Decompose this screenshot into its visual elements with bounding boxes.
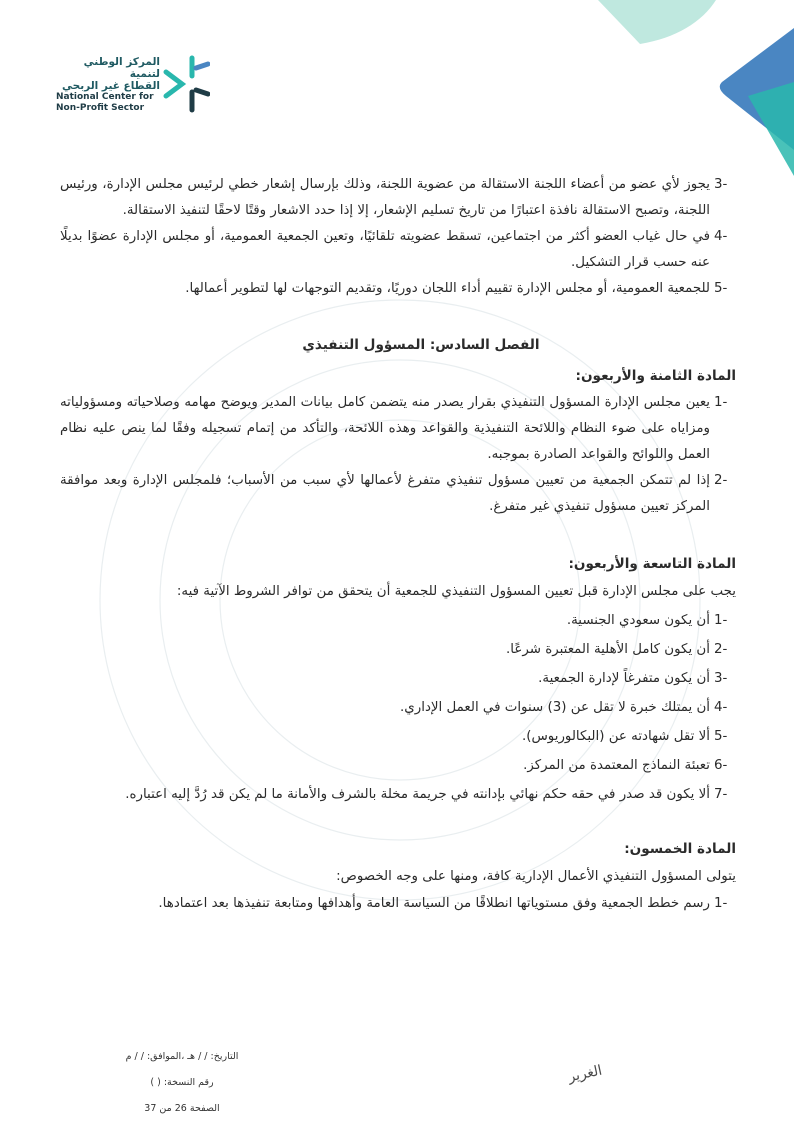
ncnp-logo: [56, 48, 216, 118]
chapter-title: الفصل السادس: المسؤول التنفيذي: [302, 337, 540, 353]
spacer: [60, 520, 736, 550]
list-item: [60, 468, 736, 520]
item-text: يجوز لأي عضو من أعضاء اللجنة الاستقالة من عضوية اللجنة، وذلك بإرسال إشعار خطي لرئيس مجلس الإدارة، ورئيس اللجنة، وتصبح الاستقالة نافذة اعتبارًا من تاريخ تسليم الإشعار، إلا إذا حدد الاشعار وقتًا لاحقًا لتنفيذ الاستقالة.: [60, 177, 710, 218]
list-item: [60, 722, 736, 751]
list-item: [60, 780, 736, 809]
item-text: يعين مجلس الإدارة المسؤول التنفيذي بقرار يصدر منه يتضمن كامل بيانات المدير ويوضح مهامه وصلاحياته ومسؤولياته ومزاياه على ضوء النظام واللائحة التنفيذية والقواعد وهذه اللائحة، والتأكد من إتمام تسجيله وفقًا لما ينص عليه نظام العمل واللوائح والقواعد الصادرة بموجبه.: [60, 395, 710, 462]
article-50-title: المادة الخمسون:: [624, 841, 736, 857]
item-text: رسم خطط الجمعية وفق مستوياتها انطلاقًا من السياسة العامة وأهدافها ومتابعة تنفيذها بعد اعتمادها.: [158, 896, 710, 911]
item-number: 2-: [714, 473, 728, 488]
page-number: الصفحة 26 من 37: [144, 1103, 220, 1114]
document-footer: [72, 1044, 292, 1122]
logo-text: [56, 56, 160, 114]
item-number: 7-: [714, 787, 728, 802]
item-number: 3-: [714, 177, 728, 192]
item-text: في حال غياب العضو أكثر من اجتماعين، تسقط عضويته تلقائيًا، وتعين الجمعية العمومية، أو مجلس الإدارة عضوًا بديلًا عنه حسب قرار التشكيل.: [60, 229, 710, 270]
article-49-title: المادة التاسعة والأربعون:: [568, 556, 736, 572]
item-text: للجمعية العمومية، أو مجلس الإدارة تقييم أداء اللجان دوريًا، وتقديم التوجهات لها لتطوير أعمالها.: [185, 281, 710, 296]
item-number: 5-: [714, 281, 728, 296]
item-text: ألا تقل شهادته عن (البكالوريوس).: [521, 729, 710, 744]
version-line: رقم النسخة: ( ): [150, 1077, 214, 1088]
item-text: ألا يكون قد صدر في حقه حكم نهائي بإدانته في جريمة مخلة بالشرف والأمانة ما لم يكن قد رُدَّ إليه اعتباره.: [125, 787, 710, 802]
list-item: [60, 276, 736, 302]
item-number: 2-: [714, 642, 728, 657]
mint-corner-shape: [598, 0, 716, 44]
spacer: [60, 302, 736, 332]
list-item: [60, 224, 736, 276]
item-text: أن يكون سعودي الجنسية.: [566, 613, 710, 628]
list-item: [60, 693, 736, 722]
item-text: أن يكون متفرغاً لإدارة الجمعية.: [538, 671, 710, 686]
criteria-list: [60, 606, 736, 809]
list-item: [60, 606, 736, 635]
item-text: أن يمتلك خبرة لا تقل عن (3) سنوات في العمل الإداري.: [400, 700, 710, 715]
logo-name-ar-2: القطاع غير الربحي: [62, 80, 160, 92]
item-number: 1-: [714, 395, 728, 410]
spacer: [60, 809, 736, 835]
logo-mark-icon: [162, 50, 210, 116]
article-48-title: المادة الثامنة والأربعون:: [575, 368, 736, 384]
list-item: [60, 390, 736, 468]
blue-corner-shape: [720, 28, 794, 150]
main-content: [60, 172, 736, 917]
list-item: [60, 635, 736, 664]
handwritten-signature: الغرير: [566, 1062, 604, 1086]
item-number: 1-: [714, 896, 728, 911]
item-number: 3-: [714, 671, 728, 686]
logo-name-en-2: Non-Profit Sector: [56, 103, 145, 113]
item-number: 6-: [714, 758, 728, 773]
list-item: [60, 172, 736, 224]
article-49-intro: يجب على مجلس الإدارة قبل تعيين المسؤول التنفيذي للجمعية أن يتحقق من توافر الشروط الآتية فيه:: [176, 584, 736, 599]
item-number: 1-: [714, 613, 728, 628]
list-item: [60, 751, 736, 780]
logo-name-en-1: National Center for: [56, 92, 154, 102]
list-item: [60, 664, 736, 693]
item-text: إذا لم تتمكن الجمعية من تعيين مسؤول تنفيذي متفرغ لأعمالها لأي سبب من الأسباب؛ فلمجلس الإدارة وبعد موافقة المركز تعيين مسؤول تنفيذي غير متفرغ.: [60, 473, 710, 514]
teal-corner-shape: [748, 82, 794, 176]
list-item: [60, 891, 736, 917]
item-number: 5-: [714, 729, 728, 744]
logo-name-ar-1: المركز الوطني لتنمية: [83, 56, 160, 80]
date-line: التاريخ: / / هـ ،الموافق: / / م: [125, 1051, 239, 1062]
item-number: 4-: [714, 229, 728, 244]
item-number: 4-: [714, 700, 728, 715]
article-50-intro: يتولى المسؤول التنفيذي الأعمال الإدارية كافة، ومنها على وجه الخصوص:: [336, 869, 736, 884]
item-text: تعبئة النماذج المعتمدة من المركز.: [523, 758, 710, 773]
item-text: أن يكون كامل الأهلية المعتبرة شرعًا.: [506, 642, 710, 657]
